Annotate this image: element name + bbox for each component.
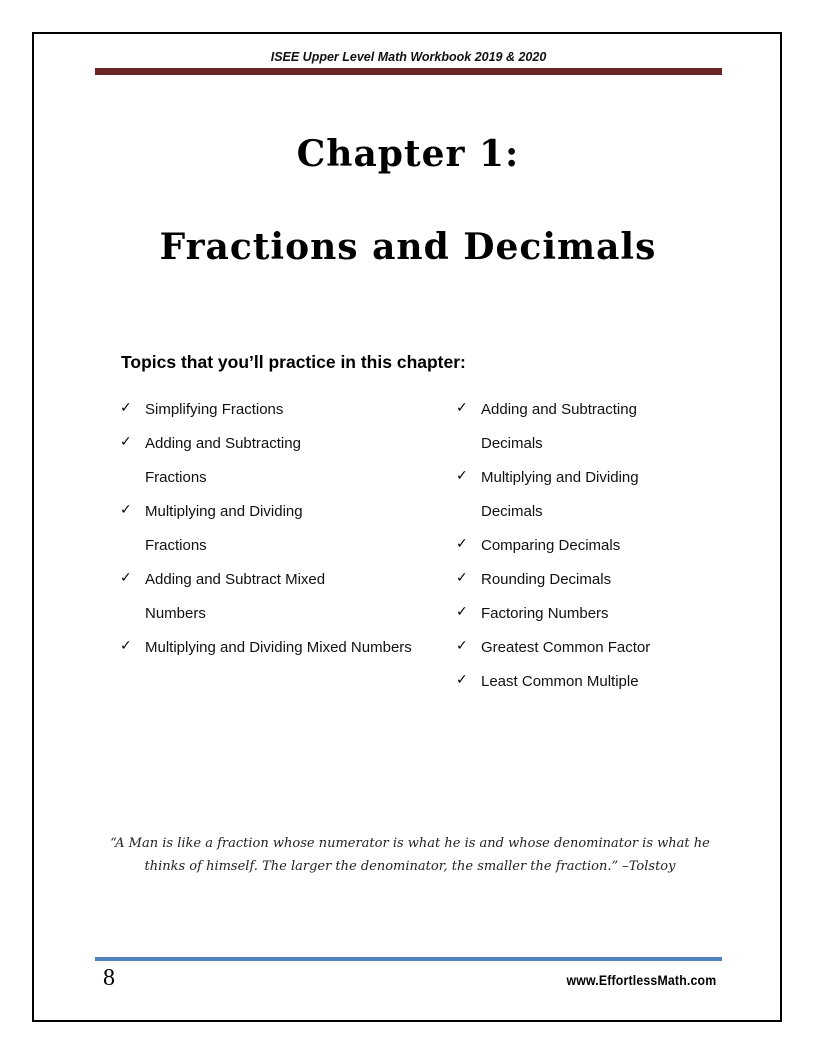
topic-item (120, 631, 415, 665)
topic-item (456, 461, 691, 529)
checkmark-icon: ✓ (120, 638, 132, 654)
topic-label: Factoring Numbers (481, 605, 609, 622)
chapter-number: Chapter 1: (296, 133, 520, 175)
topic-label: Multiplying and Dividing Mixed Numbers (145, 639, 412, 656)
topic-item (456, 597, 736, 631)
footer-rule (95, 957, 722, 961)
topic-label: Comparing Decimals (481, 537, 621, 554)
checkmark-icon: ✓ (456, 468, 468, 484)
topic-label: Adding and Subtract Mixed Numbers (145, 571, 326, 622)
topic-item (120, 563, 385, 631)
checkmark-icon: ✓ (456, 400, 468, 416)
checkmark-icon: ✓ (456, 638, 468, 654)
checkmark-icon: ✓ (120, 570, 132, 586)
topic-item (120, 495, 365, 563)
checkmark-icon: ✓ (456, 570, 468, 586)
topic-item (456, 393, 681, 461)
topic-label: Adding and Subtracting Fractions (145, 435, 301, 486)
topic-item (120, 427, 345, 495)
checkmark-icon: ✓ (120, 434, 132, 450)
topic-item (120, 393, 420, 427)
topic-item (456, 529, 736, 563)
checkmark-icon: ✓ (456, 604, 468, 620)
topic-label: Greatest Common Factor (481, 639, 651, 656)
topic-item (456, 563, 736, 597)
topic-item (456, 631, 736, 665)
topic-label: Multiplying and Dividing Decimals (481, 469, 639, 520)
topics-list-left (120, 393, 420, 665)
topics-list-right (456, 393, 736, 699)
running-header: ISEE Upper Level Math Workbook 2019 & 2020 (270, 50, 547, 64)
topic-label: Rounding Decimals (481, 571, 612, 588)
topic-item (456, 665, 736, 699)
topic-label: Adding and Subtracting Decimals (481, 401, 637, 452)
checkmark-icon: ✓ (120, 502, 132, 518)
checkmark-icon: ✓ (120, 400, 132, 416)
website-link[interactable]: www.EffortlessMath.com (566, 972, 716, 988)
checkmark-icon: ✓ (456, 536, 468, 552)
topics-heading: Topics that you’ll practice in this chapter: (121, 352, 466, 372)
checkmark-icon: ✓ (456, 672, 468, 688)
epigraph-quote: “A Man is like a fraction whose numerator is what he is and whose denominator is what he thinks of himself. The larger the denominator, the smaller the fraction.” –Tolstoy (110, 836, 710, 874)
chapter-title: Fractions and Decimals (159, 226, 657, 268)
topic-label: Simplifying Fractions (145, 401, 284, 418)
topic-label: Least Common Multiple (481, 673, 639, 690)
topic-label: Multiplying and Dividing Fractions (145, 503, 303, 554)
header-rule (95, 68, 722, 75)
page-number: 8 (103, 965, 115, 991)
